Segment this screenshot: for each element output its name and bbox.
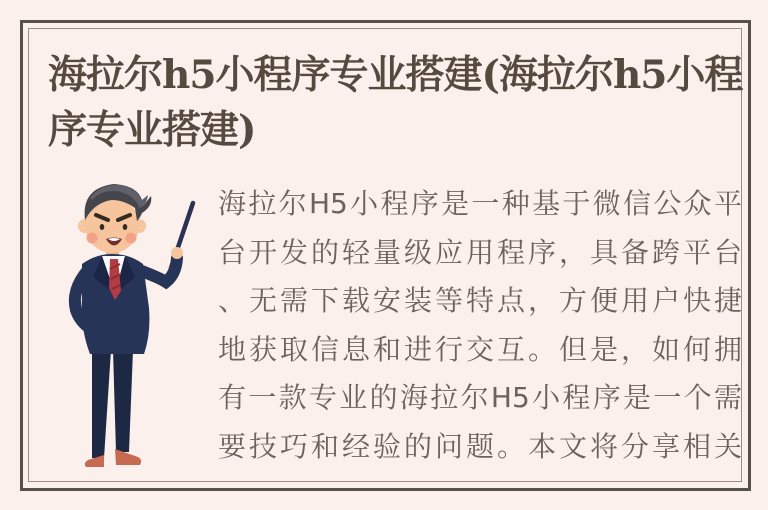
teacher-left-leg (92, 350, 111, 458)
teacher-right-eye (123, 224, 128, 230)
teacher-left-eye (100, 224, 105, 230)
teacher-right-leg (113, 350, 133, 452)
article-line: 地获取信息和进行交互。但是，如何拥 (218, 332, 742, 366)
article-line: 、无需下载安装等特点，方便用户快捷 (218, 284, 742, 317)
teacher-illustration (30, 158, 220, 478)
article-line: 有一款专业的海拉尔H5小程序是一个需 (218, 381, 742, 414)
article-line: 台开发的轻量级应用程序，具备跨平台 (218, 235, 742, 269)
teacher-right-cheek (126, 233, 137, 244)
teacher-hand (171, 247, 183, 259)
teacher-left-cheek (87, 233, 98, 244)
page-title-line: 序专业搭建) (48, 107, 256, 153)
page-title-line: 海拉尔h5小程序专业搭建(海拉尔h5小程 (48, 52, 743, 98)
page-title (48, 48, 748, 158)
article-line: 要技巧和经验的问题。本文将分享相关 (218, 429, 742, 463)
article-text (218, 180, 742, 471)
article-line: 海拉尔H5小程序是一种基于微信公众平 (218, 187, 742, 220)
